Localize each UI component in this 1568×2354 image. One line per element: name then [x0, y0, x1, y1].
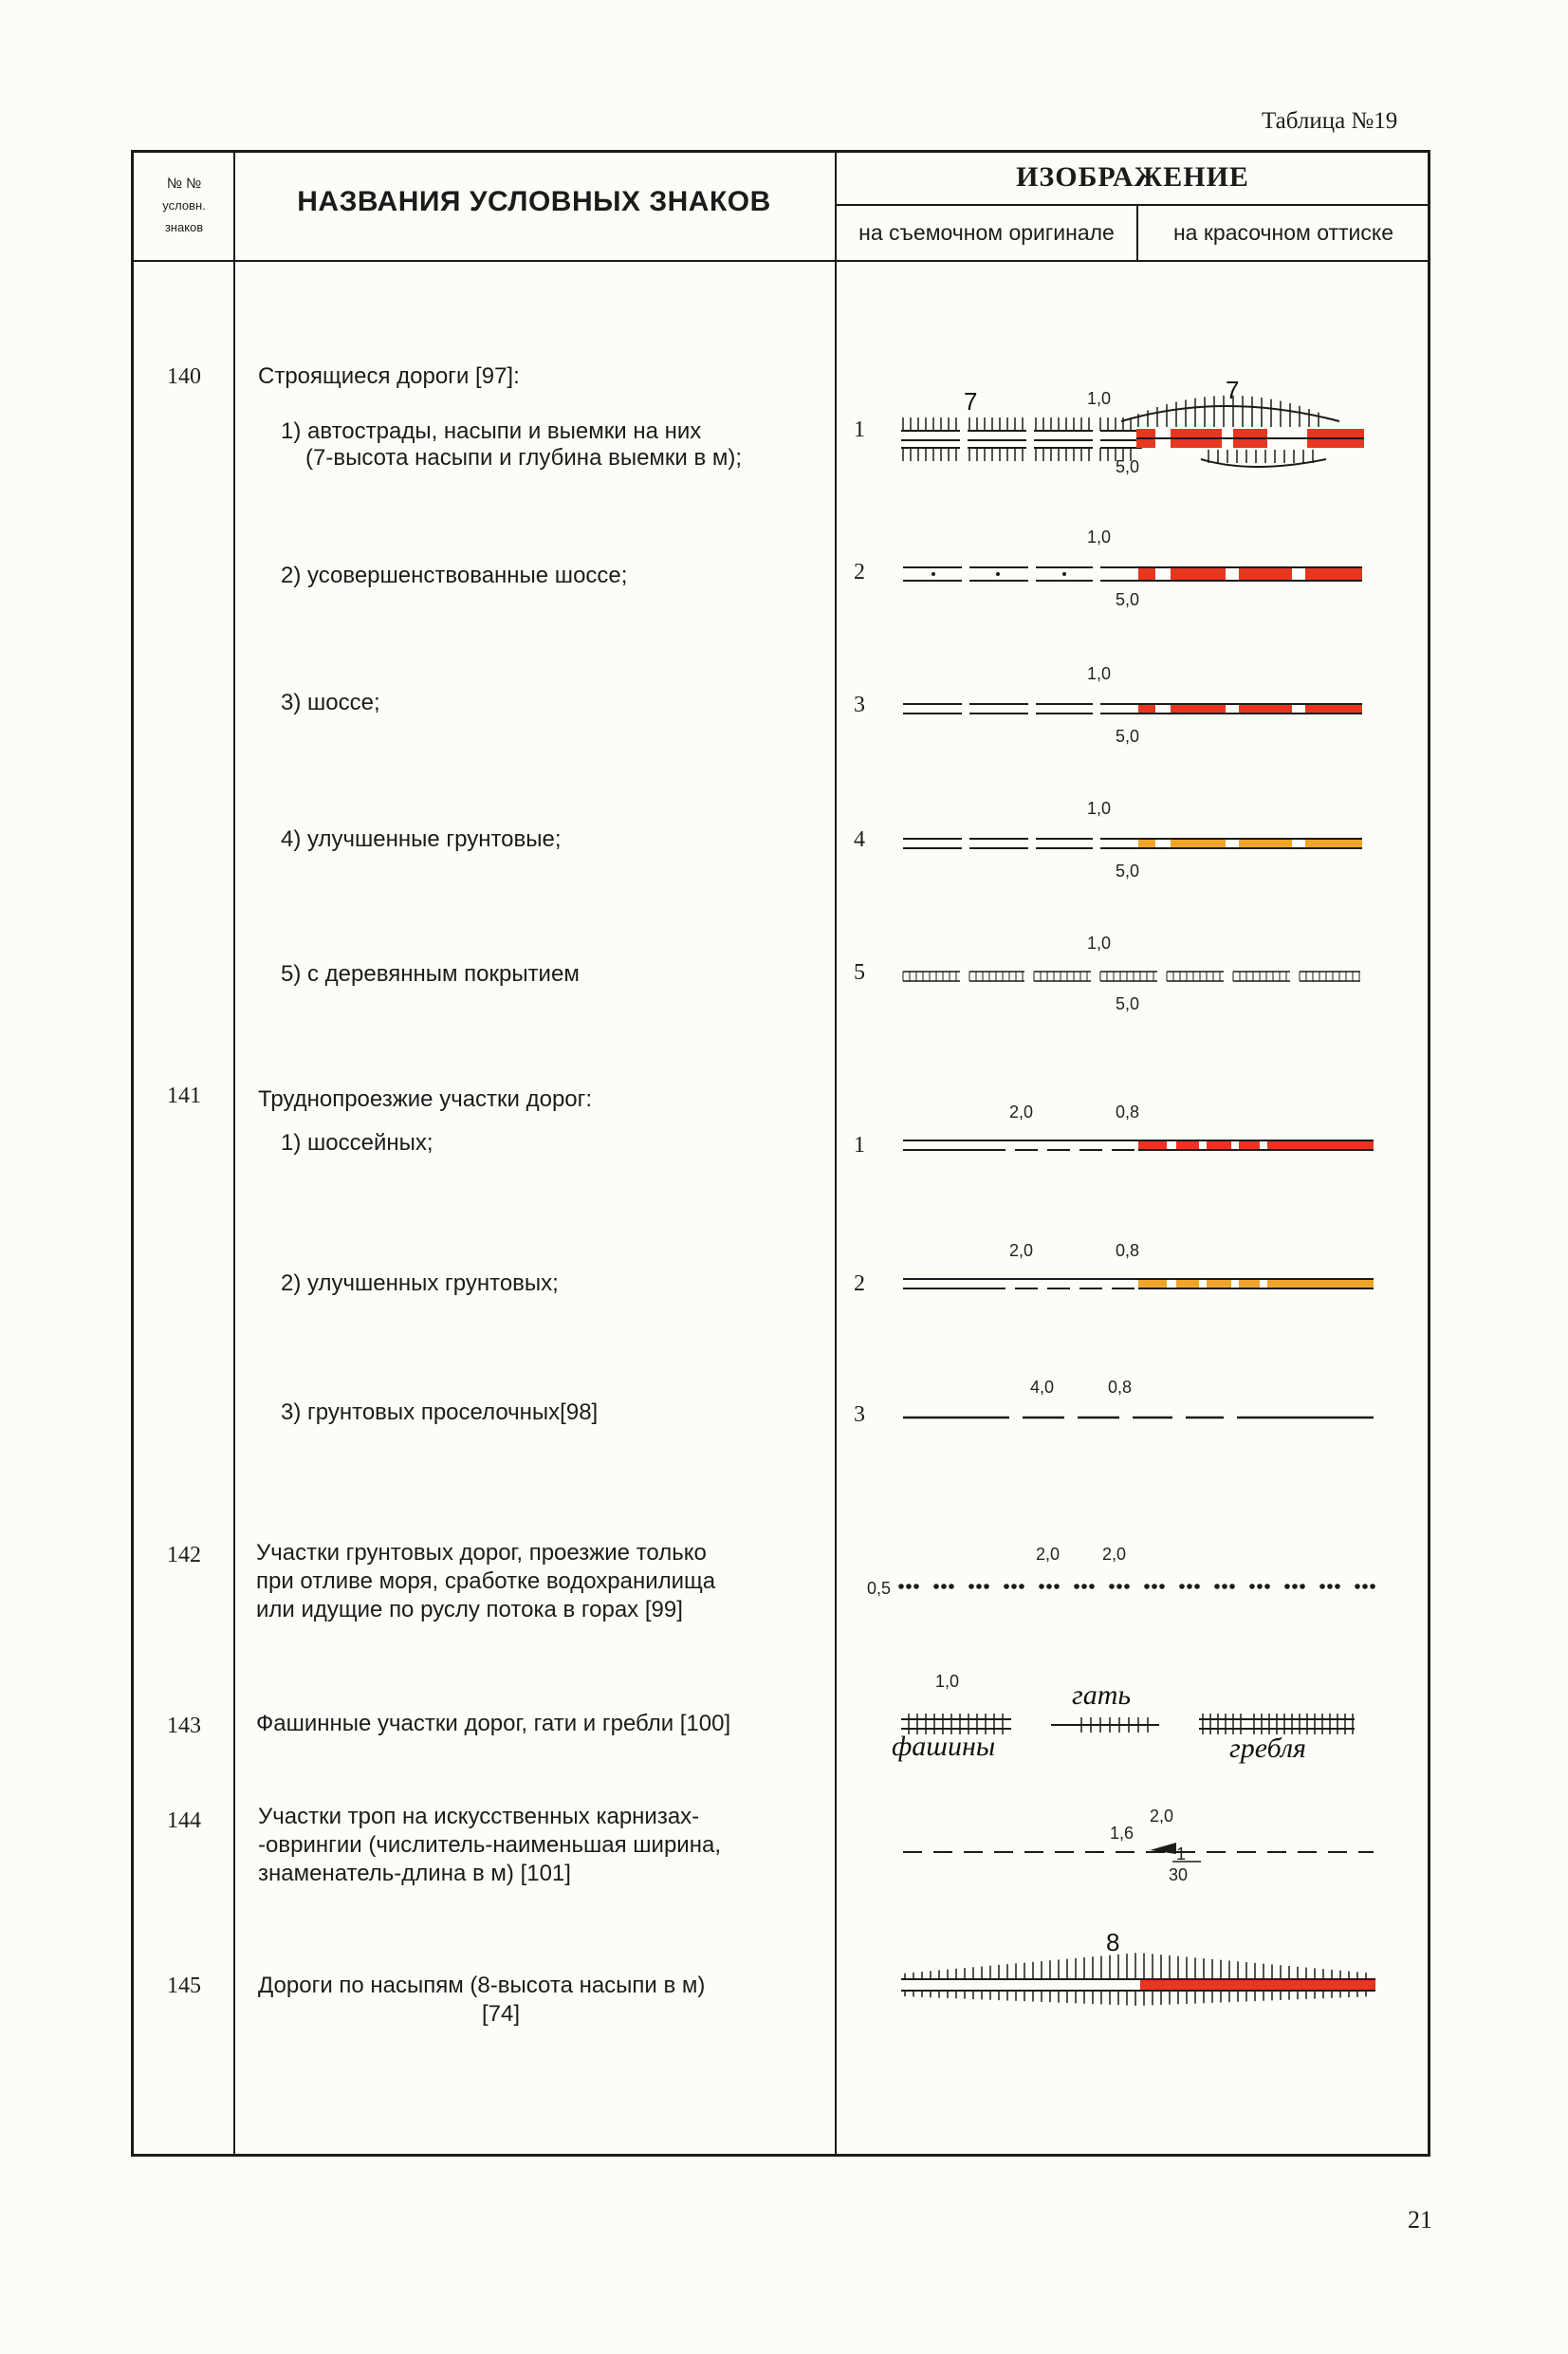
sign-title-140: Строящиеся дороги [97]: — [258, 363, 520, 389]
sign-140-4: 4) улучшенные грунтовые; — [281, 826, 562, 852]
dim-label: 0,5 — [867, 1579, 892, 1598]
fraction-numerator: 1 — [1176, 1844, 1187, 1863]
table-number-label: Таблица №19 — [1262, 108, 1398, 134]
dim-label: 1,6 — [1110, 1824, 1134, 1843]
symbol-140-5-wooden-road — [903, 934, 1360, 1013]
symbol-143-fascine-road — [892, 1672, 1355, 1764]
image-index-140-5: 5 — [854, 960, 865, 985]
sign-number-141: 141 — [167, 1084, 201, 1108]
dim-label: 5,0 — [1116, 994, 1140, 1013]
symbol-145-embankment-road — [901, 1928, 1375, 2006]
image-index-141-2: 2 — [854, 1271, 865, 1296]
sign-140-3: 3) шоссе; — [281, 690, 380, 715]
sign-144-line1: Участки троп на искусственных карнизах- — [258, 1804, 700, 1829]
height-label: 7 — [1226, 376, 1240, 404]
symbol-142-tidal-road — [867, 1545, 1375, 1598]
sign-number-144: 144 — [167, 1808, 201, 1833]
dim-label: 1,0 — [1087, 389, 1112, 408]
dim-label: 1,0 — [1087, 664, 1112, 683]
height-label: 7 — [964, 387, 978, 416]
label-gat: гать — [1072, 1679, 1132, 1711]
dim-label: 4,0 — [1030, 1378, 1055, 1397]
dim-label: 2,0 — [1009, 1241, 1034, 1260]
dim-label: 5,0 — [1116, 862, 1140, 880]
symbol-140-2-improved-highway — [903, 528, 1362, 609]
sign-144-line2: -оврингии (числитель-наименьшая ширина, — [258, 1832, 721, 1858]
sign-title-141: Труднопроезжие участки дорог: — [258, 1086, 593, 1112]
dim-label: 2,0 — [1036, 1545, 1061, 1564]
sign-143-line1: Фашинные участки дорог, гати и гребли [100] — [256, 1711, 731, 1736]
dim-label: 5,0 — [1116, 727, 1140, 746]
sign-145-line2: [74] — [482, 2001, 521, 2027]
dim-label: 5,0 — [1116, 457, 1140, 476]
sign-141-3: 3) грунтовых проселочных[98] — [281, 1399, 599, 1425]
dim-label: 2,0 — [1150, 1807, 1174, 1826]
symbol-140-4-improved-dirt-road — [903, 799, 1362, 880]
sign-number-143: 143 — [167, 1714, 201, 1738]
symbol-141-2-difficult-dirt-road — [903, 1241, 1374, 1288]
dim-label: 0,8 — [1116, 1241, 1140, 1260]
label-greblya: гребля — [1229, 1733, 1306, 1764]
sign-number-140: 140 — [167, 364, 201, 389]
header-num-line1: № № — [166, 176, 202, 192]
symbol-144-ovring-trail — [903, 1807, 1374, 1884]
dim-label: 1,0 — [1087, 799, 1112, 818]
sign-141-1: 1) шоссейных; — [281, 1130, 434, 1156]
header-image-column: ИЗОБРАЖЕНИЕ — [1016, 161, 1249, 193]
sign-number-145: 145 — [167, 1974, 201, 1998]
image-index-140-4: 4 — [854, 827, 865, 852]
dim-label: 1,0 — [1087, 934, 1112, 953]
cut-arc — [1201, 459, 1326, 467]
image-index-140-2: 2 — [854, 560, 865, 584]
symbol-141-3-country-road — [903, 1378, 1374, 1418]
sign-140-1-line2: (7-высота насыпи и глубина выемки в м); — [305, 445, 743, 471]
image-index-141-1: 1 — [854, 1133, 865, 1158]
sign-142-line3: или идущие по руслу потока в горах [99] — [256, 1597, 683, 1622]
sign-142-line2: при отливе моря, сработке водохранилища — [256, 1568, 716, 1594]
image-index-140-1: 1 — [854, 417, 865, 442]
header-print-subcolumn: на красочном оттиске — [1172, 220, 1394, 245]
label-fashiny: фашины — [892, 1731, 996, 1762]
sign-141-2: 2) улучшенных грунтовых; — [281, 1270, 559, 1296]
sign-140-1-line1: 1) автострады, насыпи и выемки на них — [281, 418, 702, 444]
image-index-141-3: 3 — [854, 1402, 865, 1427]
sign-142-line1: Участки грунтовых дорог, проезжие только — [256, 1540, 707, 1566]
dim-label: 0,8 — [1116, 1103, 1140, 1121]
dim-label: 1,0 — [935, 1672, 960, 1691]
sign-number-142: 142 — [167, 1543, 201, 1567]
header-num-line2: условн. — [162, 198, 206, 213]
image-index-140-3: 3 — [854, 693, 865, 717]
dim-label: 2,0 — [1102, 1545, 1127, 1564]
header-original-subcolumn: на съемочном оригинале — [858, 220, 1115, 245]
sign-144-line3: знаменатель-длина в м) [101] — [258, 1861, 571, 1886]
dim-label: 5,0 — [1116, 590, 1140, 609]
symbol-141-1-difficult-highway — [903, 1103, 1374, 1150]
sign-145-line1: Дороги по насыпям (8-высота насыпи в м) — [258, 1973, 706, 1998]
dim-label: 1,0 — [1087, 528, 1112, 547]
wooden-road-segments — [903, 972, 1360, 981]
dim-label: 0,8 — [1108, 1378, 1133, 1397]
height-label: 8 — [1106, 1928, 1120, 1956]
sign-140-5: 5) с деревянным покрытием — [281, 961, 580, 987]
header-names-column: НАЗВАНИЯ УСЛОВНЫХ ЗНАКОВ — [297, 186, 771, 217]
page-number: 21 — [1408, 2206, 1432, 2234]
dotted-road — [898, 1584, 1375, 1589]
header-num-line3: знаков — [164, 220, 204, 234]
dim-label: 2,0 — [1009, 1103, 1034, 1121]
sign-140-2: 2) усовершенствованные шоссе; — [281, 563, 628, 588]
symbol-140-3-highway — [903, 664, 1362, 746]
fraction-denominator: 30 — [1169, 1865, 1189, 1884]
embankment-arc — [1121, 406, 1339, 421]
symbol-140-1-autostrada — [901, 376, 1364, 476]
